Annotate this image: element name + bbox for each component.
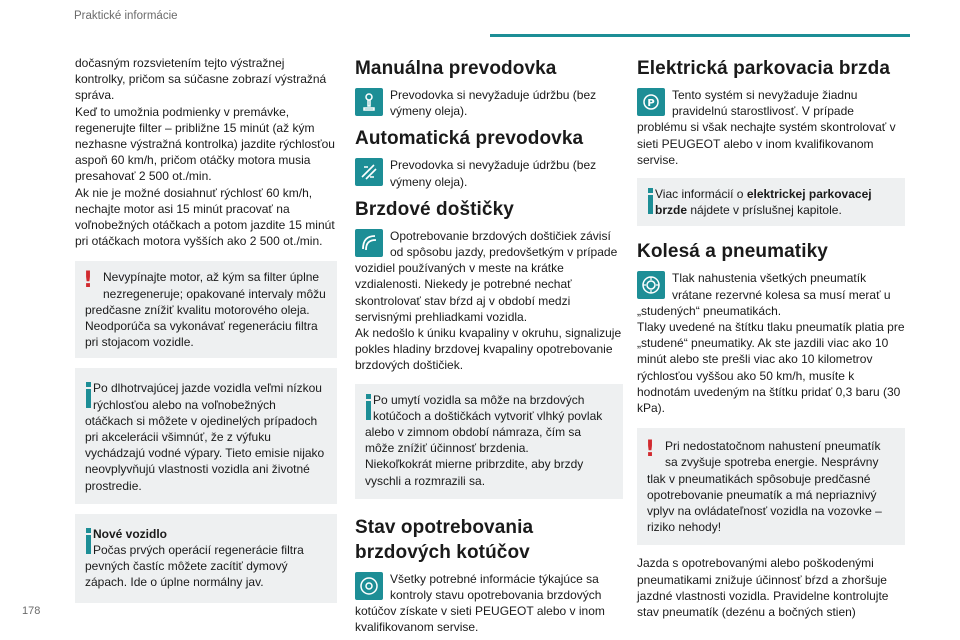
section-title-line: brzdových kotúčov (355, 541, 530, 563)
header-accent-bar (490, 34, 910, 37)
paragraph: Tlaky uvedené na štítku tlaku pneumatík platia pre „studené“ pneumatiky. Ak ste jazdili viac ako 10 minút alebo ste prešli viac ako 10 kilometrov rýchlosťou vyššou ako 50 km/h, musíte k hodnotám uvedeným na štítku pridať 0,3 baru (30 kPa). (637, 320, 905, 416)
warning-note (637, 428, 905, 545)
column-2 (355, 55, 623, 636)
svg-text:P: P (647, 98, 655, 109)
paragraph: Tlak nahustenia všetkých pneumatík vrátane rezervné kolesa sa musí merať u „studených“ pneumatikách. (637, 271, 891, 318)
section-title-brake-pads: Brzdové doštičky (355, 198, 514, 220)
auto-gearbox-icon (355, 158, 383, 186)
info-note (637, 178, 905, 226)
column-3 (637, 55, 905, 620)
info-note (75, 514, 337, 603)
column-1 (75, 55, 337, 603)
brake-disc-icon (355, 572, 383, 600)
parking-brake-icon (637, 88, 665, 116)
section-title-line: Stav opotrebovania (355, 516, 534, 538)
info-text: Niekoľkokrát mierne pribrzdite, aby brzdy vyschli a rozmrazili sa. (365, 457, 584, 488)
wheels-paragraph (637, 270, 905, 416)
paragraph: Tento systém si nevyžaduje žiadnu pravidelnú starostlivosť. V prípade problému si však nechajte systém skontrolovať v sieti PEUGEOT alebo v inom kvalifikovanom servise. (637, 88, 896, 167)
paragraph: Ak nedošlo k úniku kvapaliny v okruhu, signalizuje pokles hladiny brzdovej kvapaliny opotrebovanie brzdových doštičiek. (355, 326, 622, 373)
tire-icon (637, 271, 665, 299)
paragraph: Keď to umožnia podmienky v premávke, regenerujte filter – približne 15 minút (až kým nezhasne výstražná kontrolka) jazdite rýchlosťou aspoň 60 km/h, pričom otáčky motora musia presahovať 2 500 ot./min. (75, 104, 335, 184)
info-icon (645, 187, 649, 217)
warning-exclamation-icon: ! (645, 437, 656, 463)
parking-brake-paragraph (637, 87, 905, 168)
section-title-wheels-tyres: Kolesá a pneumatiky (637, 241, 828, 263)
paragraph: Opotrebovanie brzdových doštičiek závisí od spôsobu jazdy, predovšetkým v prípade vozidiel používaných v meste na krátke vzdialenosti. Niekedy je potrebné nechať skontrolovať stav bŕzd aj v období medzi servisnými prehliadkami vozidla. (355, 228, 618, 324)
info-text: Po dlhotrvajúcej jazde vozidla veľmi nízkou rýchlosťou alebo na voľnobežných otáčkach si môžete v ojedinelých prípadoch pri akcelerácii všimnúť, že z výfuku vychádzajú vodné výpary. Tieto emisie nijako neovplyvňujú vlastnosti vozidla ani životné prostredie. (85, 381, 325, 493)
info-text: nájdete v príslušnej kapitole. (687, 203, 842, 218)
info-text: Po umytí vozidla sa môže na brzdových kotúčoch a doštičkách vytvoriť vlhký povlak alebo v zimnom období námraza, čím sa môže znížiť účinnosť brzdenia. (365, 392, 603, 456)
warning-exclamation-icon: ! (83, 268, 94, 294)
page-header-title: Praktické informácie (74, 10, 178, 22)
warning-text: Nevypínajte motor, až kým sa filter úplne nezregeneruje; opakované intervaly môžu predčasne znížiť kvalitu motorového oleja. (85, 270, 326, 317)
paragraph: Ak nie je možné dosiahnuť rýchlosť 60 km/h, nechajte motor asi 15 minút pracovať na voľnobežných otáčkach a potom jazdite 15 minút pri otáčkach motora vyšších ako 2 500 ot./min. (75, 185, 335, 249)
manual-gearbox-paragraph (355, 87, 623, 119)
info-title: Nové vozidlo (93, 526, 168, 541)
section-title-parking-brake: Elektrická parkovacia brzda (637, 58, 891, 79)
gear-shift-icon (355, 88, 383, 116)
brake-pads-paragraph (355, 228, 623, 374)
info-icon (363, 393, 367, 423)
brake-pad-icon (355, 229, 383, 257)
section-title-manual-gearbox: Manuálna prevodovka (355, 58, 557, 79)
auto-gearbox-paragraph (355, 157, 623, 189)
page-number: 178 (22, 605, 41, 617)
warning-text: Neodporúča sa vykonávať regeneráciu filtra pri stojacom vozidle. (85, 319, 318, 350)
paragraph: dočasným rozsvietením tejto výstražnej kontrolky, pričom sa súčasne zobrazí výstražná správa. (75, 56, 327, 103)
paragraph: Prevodovka si nevyžaduje údržbu (bez výmeny oleja). (390, 88, 597, 119)
paragraph: Jazda s opotrebovanými alebo poškodenými pneumatikami znižuje účinnosť bŕzd a zhoršuje jazdné vlastnosti vozidla. Pravidelne kontrolujte stav pneumatík (dezénu a bočných stien) (637, 556, 889, 620)
warning-text: Pri nedostatočnom nahustení pneumatík sa zvyšuje spotreba energie. Nesprávny tlak v pneumatikách spôsobuje predčasné opotrebovanie pneumatík a má nepriaznivý vplyv na ovládateľnosť vozidla na vozovke – riziko nehody! (647, 439, 882, 535)
info-note (75, 368, 337, 503)
warning-note (75, 261, 337, 358)
disc-wear-paragraph (355, 571, 623, 636)
info-text: Viac informácií o (655, 187, 747, 202)
info-text-bold: elektrickej parkovacej brzde (655, 187, 872, 218)
section-title-auto-gearbox: Automatická prevodovka (355, 128, 584, 150)
info-icon (83, 527, 87, 557)
info-text: Počas prvých operácií regenerácie filtra pevných častíc môžete zacítiť dymový zápach. Ide o úplne normálny jav. (85, 543, 304, 590)
paragraph: Všetky potrebné informácie týkajúce sa kontroly stavu opotrebovania brzdových kotúčov získate v sieti PEUGEOT alebo v inom kvalifikovanom servise. (355, 571, 605, 635)
section-title-disc-wear (355, 515, 623, 565)
info-icon (83, 381, 87, 411)
paragraph: Prevodovka si nevyžaduje údržbu (bez výmeny oleja). (390, 158, 597, 189)
info-note (355, 384, 623, 499)
